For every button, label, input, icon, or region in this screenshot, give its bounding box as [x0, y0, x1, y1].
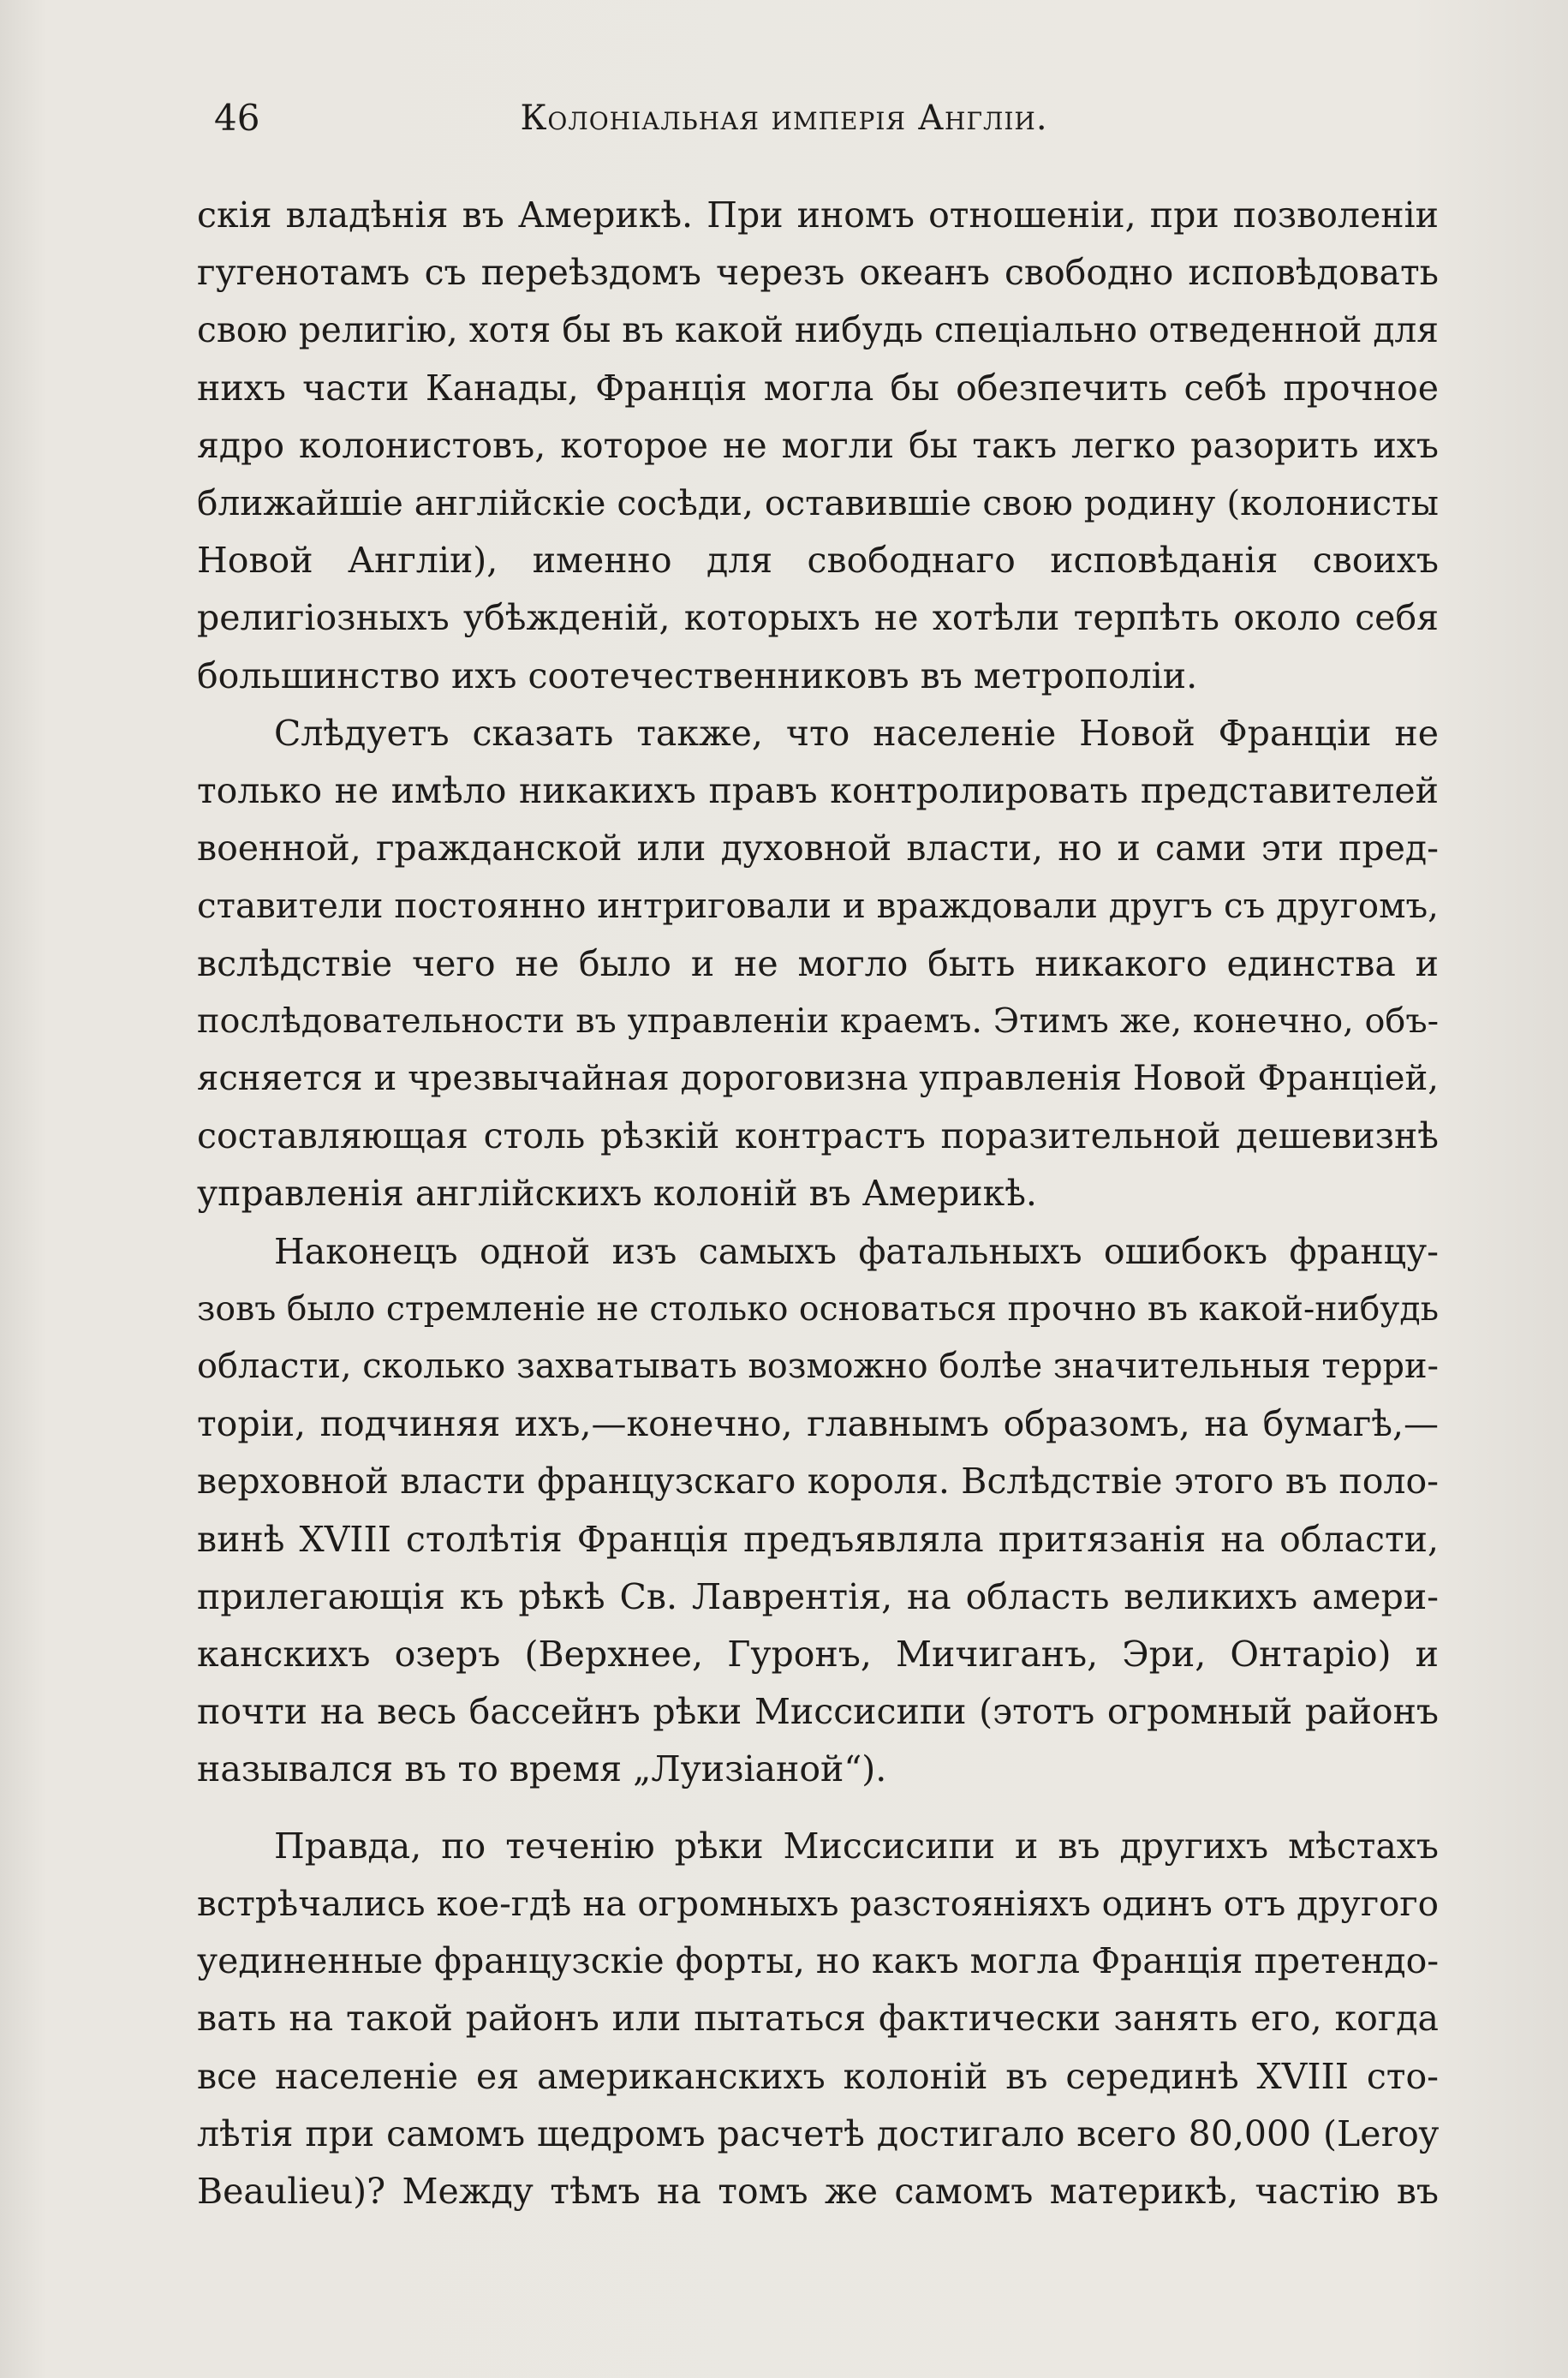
text-line: винѣ XVIII столѣтія Франція предъявляла притязанія на области,	[197, 1518, 1439, 1560]
paragraph	[197, 187, 1439, 705]
text-line: канскихъ озеръ (Верхнее, Гуронъ, Мичиганъ, Эри, Онтаріо) и	[197, 1634, 1439, 1676]
paragraph	[197, 1818, 1439, 2220]
text-line: Слѣдуетъ сказать также, что населеніе Новой Франціи не	[274, 712, 1439, 754]
text-line: послѣдовательности въ управленіи краемъ. Этимъ же, конечно, объ-	[197, 1001, 1439, 1041]
text-line: лѣтія при самомъ щедромъ расчетѣ достигало всего 80,000 (Leroy	[197, 2112, 1439, 2154]
page-number: 46	[214, 97, 260, 139]
text-line: большинство ихъ соотечественниковъ въ метрополіи.	[197, 654, 1198, 696]
body-text	[197, 187, 1439, 2220]
text-line: нихъ части Канады, Франція могла бы обезпечить себѣ прочное	[197, 367, 1439, 409]
text-line: Новой Англіи), именно для свободнаго исповѣданія своихъ	[197, 540, 1439, 582]
text-line: зовъ было стремленіе не столько основаться прочно въ какой-нибудь	[197, 1289, 1439, 1329]
text-line: прилегающія къ рѣкѣ Св. Лаврентія, на область великихъ амери-	[197, 1575, 1439, 1617]
text-line: управленія англійскихъ колоній въ Америкѣ.	[197, 1173, 1037, 1215]
text-line: уединенные французскіе форты, но какъ могла Франція претендо-	[197, 1940, 1440, 1982]
text-line: составляющая столь рѣзкій контрастъ поразительной дешевизнѣ	[197, 1115, 1439, 1157]
text-line: гугенотамъ съ переѣздомъ черезъ океанъ свободно исповѣдовать	[197, 252, 1439, 294]
text-line: свою религію, хотя бы въ какой нибудь спеціально отведенной для	[197, 309, 1439, 351]
text-line: религіозныхъ убѣжденій, которыхъ не хотѣли терпѣть около себя	[197, 597, 1439, 639]
text-line: почти на весь бассейнъ рѣки Миссисипи (этотъ огромный районъ	[197, 1691, 1439, 1733]
text-line: встрѣчались кое-гдѣ на огромныхъ разстояніяхъ одинъ отъ другого	[197, 1882, 1439, 1924]
text-line: Наконецъ одной изъ самыхъ фатальныхъ ошибокъ францу-	[274, 1230, 1439, 1272]
text-line: назывался въ то время „Луизіаной“).	[197, 1748, 887, 1790]
page-header	[0, 93, 1568, 144]
text-line: ясняется и чрезвычайная дороговизна управленія Новой Франціей,	[197, 1059, 1439, 1099]
text-line: скія владѣнія въ Америкѣ. При иномъ отношеніи, при позволеніи	[197, 194, 1439, 236]
text-line: Правда, по теченію рѣки Миссисипи и въ другихъ мѣстахъ	[274, 1825, 1439, 1867]
text-line: верховной власти французскаго короля. Вслѣдствіе этого въ поло-	[197, 1461, 1439, 1503]
paragraph	[197, 705, 1439, 1223]
text-line: ставители постоянно интриговали и враждовали другъ съ другомъ,	[197, 886, 1439, 927]
running-title: Колоніальная имперія Англіи.	[520, 99, 1048, 138]
paragraph	[197, 1223, 1439, 1799]
text-line: только не имѣло никакихъ правъ контролировать представителей	[197, 770, 1439, 812]
text-line: вслѣдствіе чего не было и не могло быть никакого единства и	[197, 942, 1439, 984]
text-line: Beaulieu)? Между тѣмъ на томъ же самомъ материкѣ, частію въ	[197, 2170, 1439, 2212]
text-line: все населеніе ея американскихъ колоній въ серединѣ XVIII сто-	[197, 2055, 1439, 2097]
text-line: торіи, подчиняя ихъ,—конечно, главнымъ образомъ, на бумагѣ,—	[197, 1403, 1439, 1445]
text-line: военной, гражданской или духовной власти, но и сами эти пред-	[197, 828, 1439, 869]
text-line: ядро колонистовъ, которое не могли бы такъ легко разорить ихъ	[197, 424, 1439, 466]
text-line: вать на такой районъ или пытаться фактически занять его, когда	[197, 1998, 1439, 2040]
text-line: области, сколько захватывать возможно болѣе значительныя терри-	[197, 1347, 1439, 1387]
text-line: ближайшіе англійскіе сосѣди, оставившіе свою родину (колонисты	[197, 482, 1439, 524]
